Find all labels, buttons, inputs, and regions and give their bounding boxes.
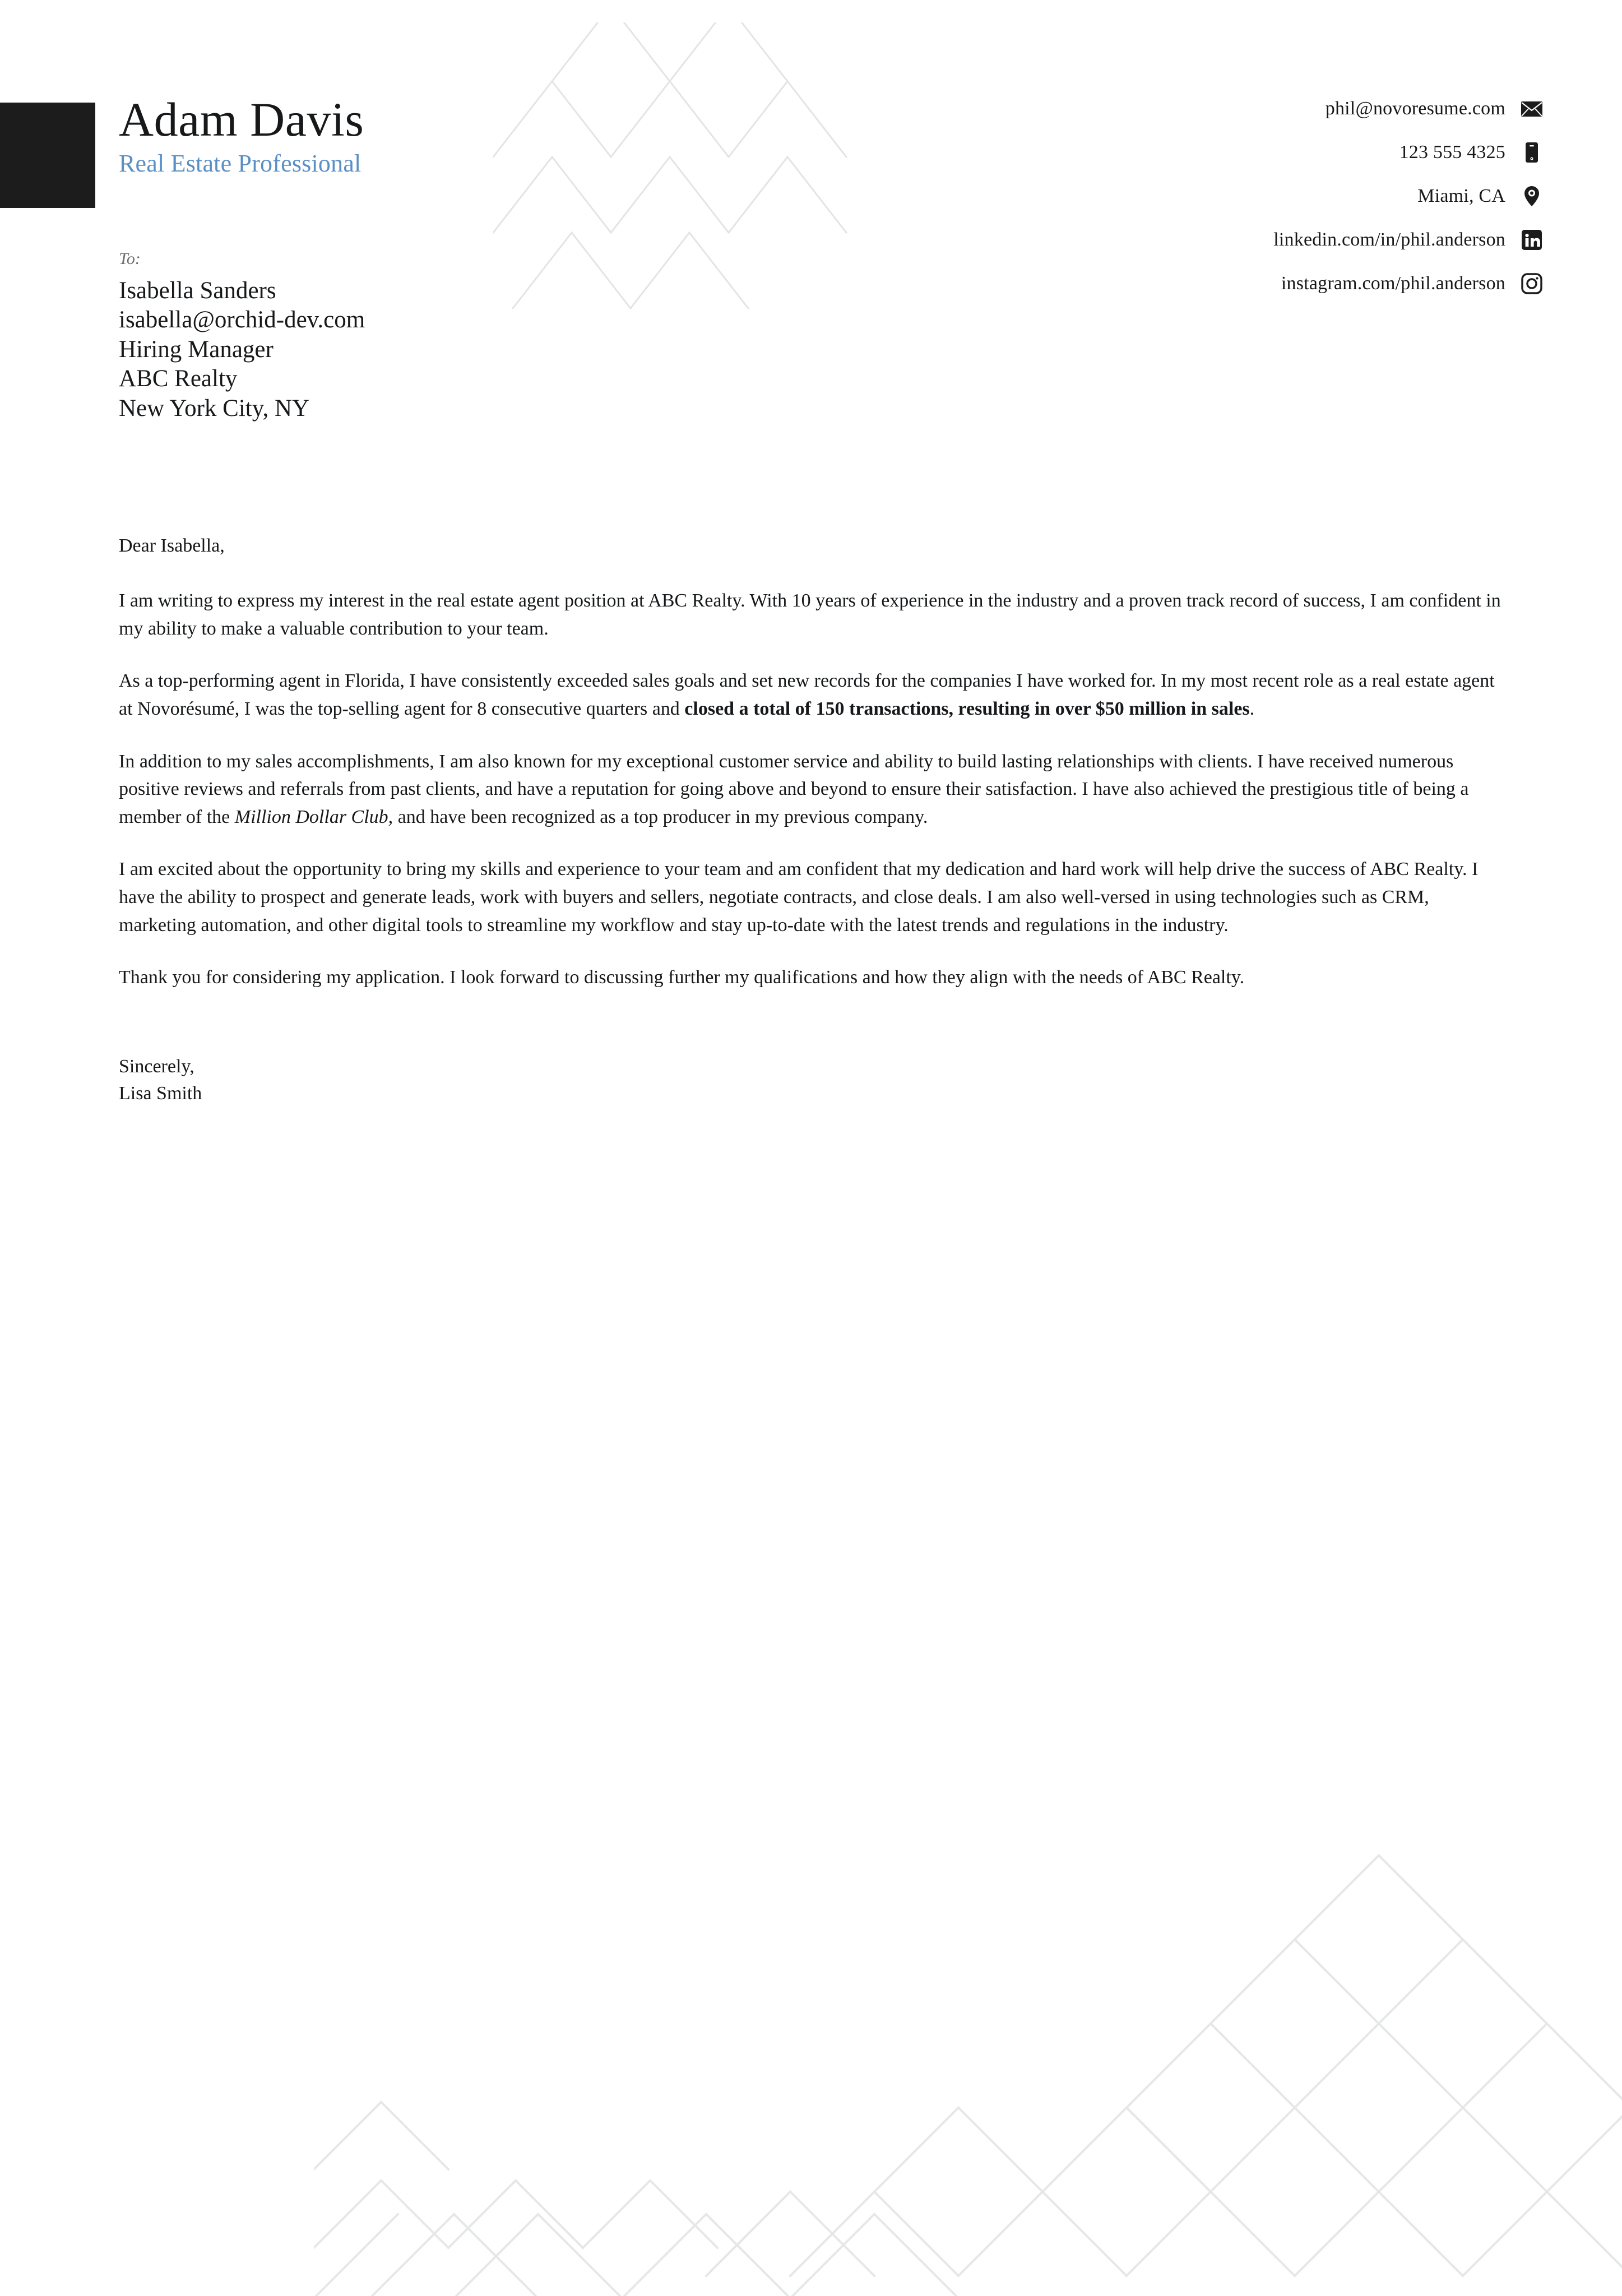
letter-paragraph: I am excited about the opportunity to bring my skills and experience to your team and am confident that my dedication and hard work will help drive the success of ABC Realty. I have the ability to prospect and generate leads, work with buyers and sellers, negotiate contracts, and close deals. I am also well-versed in using technologies such as CRM, marketing automation, and other digital tools to streamline my workflow and stay up-to-date with the latest trends and regulations in the industry. (119, 859, 1479, 936)
letter-paragraph: In addition to my sales accomplishments, I am also known for my exceptional customer service and ability to build lasting relationships with clients. I have received numerous positive reviews and referrals from past clients, and have a reputation for going above and beyond to ensure their satisfaction. I have also achieved the prestigious title of being a member of the Million Dollar Club, and have been recognized as a top producer in my previous company. (119, 751, 1469, 827)
decorative-chevron-watermark-top (493, 22, 863, 325)
letter-signature (119, 1053, 1509, 1108)
contact-email-text: phil@novoresume.com (1325, 98, 1505, 119)
contact-block (927, 94, 1544, 313)
recipient-email: isabella@orchid-dev.com (119, 307, 365, 334)
signature-closing: Sincerely, (119, 1056, 194, 1077)
phone-icon (1520, 141, 1544, 164)
location-pin-icon (1520, 184, 1544, 208)
header-block (119, 92, 364, 177)
recipient-company: ABC Realty (119, 365, 238, 392)
contact-row-instagram (927, 269, 1544, 298)
letter-paragraph: Thank you for considering my application. I look forward to discussing further my qualifications and how they align with the needs of ABC Realty. (119, 967, 1245, 988)
contact-row-phone (927, 138, 1544, 167)
letter-salutation: Dear Isabella, (119, 535, 225, 556)
contact-phone-text: 123 555 4325 (1399, 142, 1505, 163)
contact-row-email (927, 94, 1544, 123)
letter-body (119, 535, 1509, 1107)
contact-row-location (927, 182, 1544, 211)
recipient-to-label: To: (119, 249, 141, 268)
applicant-job-title: Real Estate Professional (119, 150, 362, 177)
applicant-name: Adam Davis (119, 92, 364, 146)
contact-location-text: Miami, CA (1417, 186, 1505, 206)
linkedin-icon (1520, 228, 1544, 252)
recipient-role: Hiring Manager (119, 336, 274, 363)
contact-row-linkedin (927, 225, 1544, 254)
contact-linkedin-text: linkedin.com/in/phil.anderson (1273, 229, 1505, 250)
contact-instagram-text: instagram.com/phil.anderson (1281, 273, 1505, 294)
recipient-name: Isabella Sanders (119, 277, 276, 304)
signature-name: Lisa Smith (119, 1083, 202, 1104)
decorative-chevron-watermark-bottom (314, 1783, 1622, 2296)
recipient-location: New York City, NY (119, 395, 310, 422)
letter-paragraph: I am writing to express my interest in the real estate agent position at ABC Realty. With 10 years of experience in the industry and a proven track record of success, I am confident in my ability to make a valuable contribution to your team. (119, 590, 1501, 639)
header-accent-square (0, 103, 95, 208)
letter-paragraph: As a top-performing agent in Florida, I have consistently exceeded sales goals and set new records for the companies I have worked for. In my most recent role as a real estate agent at Novorésumé, I was the top-selling agent for 8 consecutive quarters and closed a total of 150 transactions, resulting in over $50 million in sales. (119, 670, 1495, 719)
envelope-icon (1520, 97, 1544, 121)
instagram-icon (1520, 272, 1544, 295)
recipient-block (119, 249, 365, 423)
